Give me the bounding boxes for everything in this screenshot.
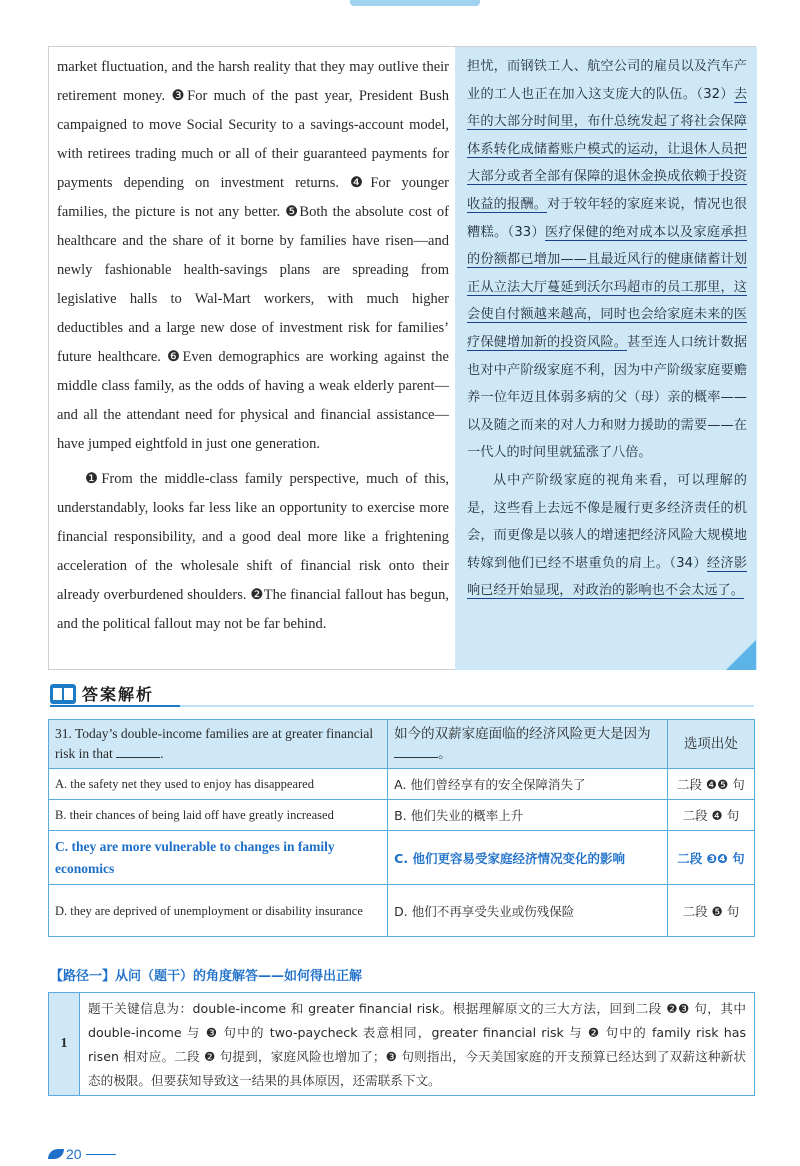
answer-blank: [394, 745, 438, 758]
option-d-en: D. they are deprived of unemployment or disability insurance: [49, 885, 388, 937]
option-d-zh: D. 他们不再享受失业或伤残保险: [388, 885, 668, 937]
page-corner-decoration: [726, 640, 756, 670]
table-row: [49, 769, 755, 800]
section-header: [50, 682, 154, 705]
chinese-paragraph-2: [467, 467, 747, 605]
path-heading: 【路径一】从问（题干）的角度解答——如何得出正解: [50, 969, 363, 984]
answer-table: [48, 719, 755, 937]
zh-marker-34: （34）: [669, 555, 707, 571]
zh-marker-33: （33）: [507, 224, 545, 240]
leaf-icon: [48, 1149, 64, 1159]
option-d-source: 二段 ❺ 句: [667, 885, 754, 937]
zh-underlined-34: 经济影响已经开始显现，对政治的影响也不会太远了。: [467, 555, 747, 599]
zh-text: 从中产阶级家庭的视角来看，可以理解的是，这些看上去远不像是履行更多经济责任的机会，而更像是以骇人的增速把经济风险大规模地转嫁到他们已经不堪重负的肩上。: [467, 472, 747, 571]
page-number: 20: [66, 1146, 82, 1162]
explanation-text: 题干关键信息为：double-income 和 greater financial risk。根据理解原文的三大方法，回到二段 ❷❸ 句，其中 double-income 与 ❸ 句中的 two-paycheck 表意相同，greater financial risk 与 ❷ 句中的 family risk has risen 相对应。二段 ❷ 句提到，家庭风险也增加了；❸ 句则指出，今天美国家庭的开支预算已经达到了双薪这种新状态的极限。但要获知导致这一结果的具体原因，还需联系下文。: [88, 1001, 746, 1088]
table-row: [49, 885, 755, 937]
zh-text: 对于较年轻的家庭来说，情况也很糟糕。: [467, 196, 748, 240]
english-passage: [57, 53, 449, 639]
page-number-underline: [86, 1154, 116, 1155]
option-a-zh: A. 他们曾经享有的安全保障消失了: [388, 769, 668, 800]
chinese-paragraph-1: [467, 53, 747, 467]
table-header-row: [49, 720, 755, 769]
explanation-box: [48, 992, 755, 1096]
zh-text: 甚至连人口统计数据也对中产阶级家庭不利，因为中产阶级家庭要赡养一位年迈且体弱多病的父（母）亲的概率——以及随之而来的对人力和财力援助的需要——在一代人的时间里就猛涨了八倍。: [467, 334, 748, 461]
table-row: [49, 800, 755, 831]
chinese-translation: [455, 47, 757, 670]
question-stem: [49, 720, 388, 769]
book-icon: [50, 684, 76, 704]
question-text: 31. Today’s double-income families are at greater financial risk in that: [55, 726, 374, 761]
page-footer: [48, 1146, 116, 1162]
zh-text: 担忧，而钢铁工人、航空公司的雇员以及汽车产业的工人也正在加入这支庞大的队伍。: [467, 59, 747, 102]
option-c-source: 二段 ❸❹ 句: [667, 831, 754, 885]
option-c-en: C. they are more vulnerable to changes in family economics: [49, 831, 388, 885]
english-paragraph-1: market fluctuation, and the harsh reality that they may outlive their retirement money. ❸For much of the past year, President Bush campaigned to move Social Security to a savings-account model, with retirees trading much or all of their guaranteed payments for payments depending on investment returns. ❹For younger families, the picture is not any better. ❺Both the absolute cost of healthcare and the share of it borne by families have risen—and newly fashionable health-savings plans are spreading from legislative halls to Wal-Mart workers, with much higher deductibles and a large new dose of investment risk for families’ future healthcare. ❻Even demographics are working against the middle class family, as the odds of having a weak elderly parent—and all the attendant need for physical and financial assistance—have jumped eightfold in just one generation.: [57, 59, 449, 452]
top-tab-decoration: [350, 0, 480, 6]
question-end: .: [160, 746, 164, 761]
answer-blank: [116, 745, 160, 758]
translation-text: 如今的双薪家庭面临的经济风险更大是因为: [394, 726, 651, 742]
zh-underlined-33: 医疗保健的绝对成本以及家庭承担的份额都已增加——且最近风行的健康储蓄计划正从立法大厅蔓延到沃尔玛超市的员工那里，这会使自付额越来越高，同时也会给家庭未来的医疗保健增加新的投资风险。: [467, 224, 748, 350]
translation-end: 。: [438, 746, 452, 762]
option-b-en: B. their chances of being laid off have greatly increased: [49, 800, 388, 831]
zh-marker-32: （32）: [696, 86, 734, 102]
table-row-correct: [49, 831, 755, 885]
source-header: 选项出处: [667, 720, 754, 769]
question-translation: [388, 720, 668, 769]
option-b-zh: B. 他们失业的概率上升: [388, 800, 668, 831]
section-title: 答案解析: [82, 685, 155, 704]
passage-panel: [48, 46, 756, 670]
english-paragraph-2: ❶From the middle-class family perspective, much of this, understandably, looks far less like an opportunity to exercise more financial responsibility, and a good deal more like a frightening acceleration of the wholesale shift of financial risk onto their already overburdened shoulders. ❷The financial fallout has begun, and the political fallout may not be far behind.: [57, 471, 449, 632]
option-a-source: 二段 ❹❺ 句: [667, 769, 754, 800]
explanation-number: 1: [49, 993, 80, 1095]
option-b-source: 二段 ❹ 句: [667, 800, 754, 831]
option-c-zh: C. 他们更容易受家庭经济情况变化的影响: [388, 831, 668, 885]
zh-underlined-32: 去年的大部分时间里，布什总统发起了将社会保障体系转化成储蓄账户模式的运动，让退休人员把大部分或者全部有保障的退休金换成依赖于投资收益的报酬。: [467, 86, 747, 212]
option-a-en: A. the safety net they used to enjoy has disappeared: [49, 769, 388, 800]
section-divider: [50, 705, 754, 707]
